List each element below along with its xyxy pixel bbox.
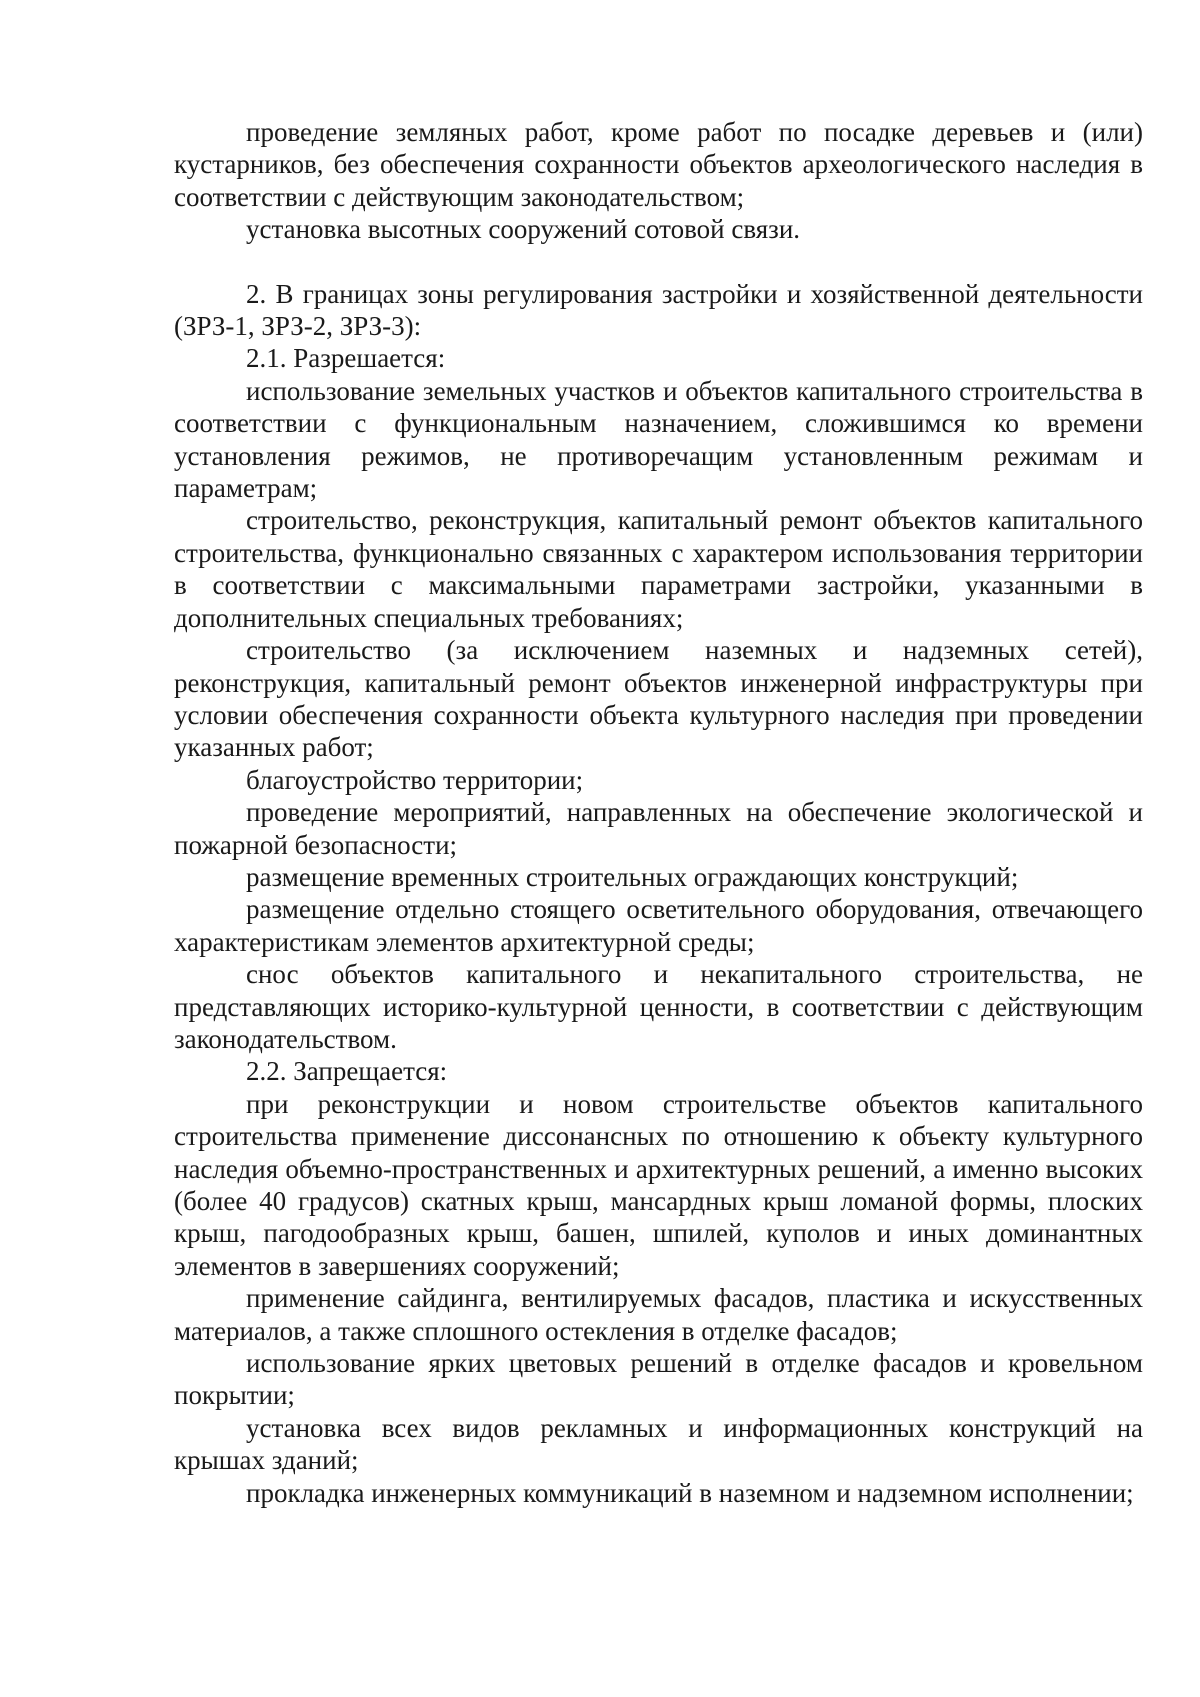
paragraph-utilities: прокладка инженерных коммуникаций в наземном и надземном исполнении; <box>246 1477 1134 1508</box>
paragraph-advertising: установка всех видов рекламных и информационных конструкций на крышах зданий; <box>174 1412 1143 1476</box>
paragraph-landscaping: благоустройство территории; <box>246 764 584 795</box>
paragraph-cell-towers: установка высотных сооружений сотовой связи. <box>246 214 801 245</box>
subsection-heading-2-2: 2.2. Запрещается: <box>246 1056 448 1087</box>
paragraph-fencing: размещение временных строительных ограждающих конструкций; <box>246 861 1019 892</box>
paragraph-construction: строительство, реконструкция, капитальный ремонт объектов капитального строительства, функционально связанных с характером использования территории в соответствии с максимальными параметрами застройки, указанными в дополнительных специальных требованиях; <box>174 505 1143 633</box>
subsection-heading-2-1: 2.1. Разрешается: <box>246 343 446 374</box>
paragraph-land-use: использование земельных участков и объектов капитального строительства в соответствии с функциональным назначением, сложившимся ко времени установления режимов, не противоречащим установленным режимам и параметрам; <box>174 375 1143 504</box>
paragraph-earthworks: проведение земляных работ, кроме работ по посадке деревьев и (или) кустарников, без обеспечения сохранности объектов археологического наследия в соответствии с действующим законодательством; <box>174 117 1143 212</box>
paragraph-dissonant-solutions: при реконструкции и новом строительстве объектов капитального строительства применение диссонансных по отношению к объекту культурного наследия объемно-пространственных и архитектурных решений, а именно высоких (более 40 градусов) скатных крыш, мансардных крыш ломаной формы, плоских крыш, пагодообразных крыш, башен, шпилей, куполов и иных доминантных элементов в завершениях сооружений; <box>174 1088 1143 1281</box>
paragraph-demolition: снос объектов капитального и некапитального строительства, не представляющих историко-культурной ценности, в соответствии с действующим законодательством. <box>174 959 1143 1054</box>
document-body <box>174 116 1143 1509</box>
section-spacer <box>174 246 1143 278</box>
paragraph-bright-colors: использование ярких цветовых решений в отделке фасадов и кровельном покрытии; <box>174 1348 1143 1411</box>
paragraph-lighting: размещение отдельно стоящего осветительного оборудования, отвечающего характеристикам элементов архитектурной среды; <box>174 894 1143 957</box>
paragraph-infrastructure: строительство (за исключением наземных и надземных сетей), реконструкция, капитальный ремонт объектов инженерной инфраструктуры при условии обеспечения сохранности объекта культурного наследия при проведении указанных работ; <box>174 635 1143 763</box>
section-heading-2: 2. В границах зоны регулирования застройки и хозяйственной деятельности (ЗРЗ-1, ЗРЗ-2, ЗРЗ-3): <box>174 278 1143 342</box>
paragraph-safety: проведение мероприятий, направленных на обеспечение экологической и пожарной безопасности; <box>174 797 1143 860</box>
paragraph-siding: применение сайдинга, вентилируемых фасадов, пластика и искусственных материалов, а также сплошного остекления в отделке фасадов; <box>174 1283 1143 1346</box>
